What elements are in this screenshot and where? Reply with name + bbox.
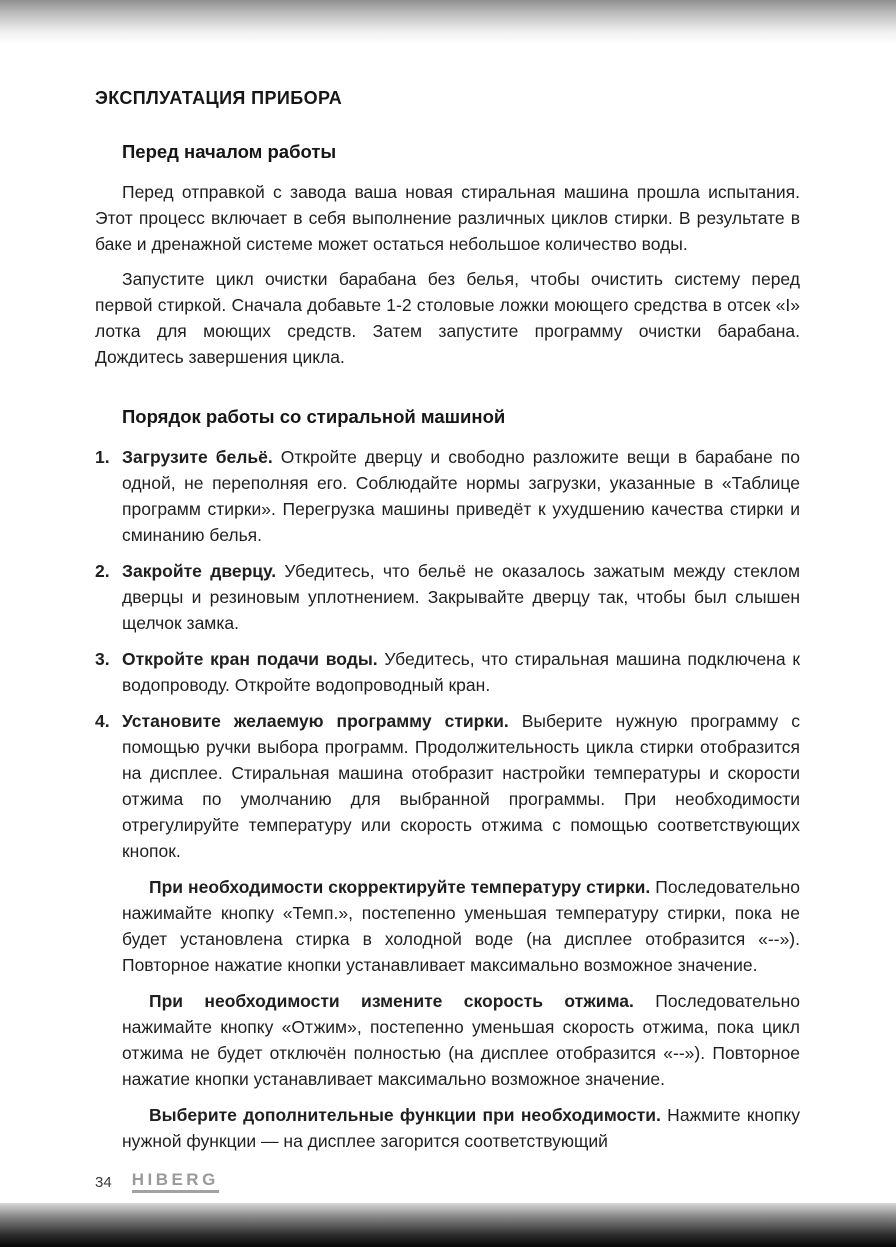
list-item-load-laundry	[95, 444, 800, 548]
paragraph-text: Запустите цикл очистки барабана без белья, чтобы очистить систему перед первой стиркой. Сначала добавьте 1-2 столовые ложки моющего средства в отсек «I» лотка для моющих средств. Затем запустите программу очистки барабана. Дождитесь завершения цикла.	[95, 269, 800, 367]
subparagraph-text: Последовательно нажимайте кнопку «Темп.», постепенно уменьшая температуру стирки, пока не будет установлена стирка в холодной воде (на дисплее отобразится «--»). Повторное нажатие кнопки устанавливает максимально возможное значение.	[122, 877, 800, 975]
list-item-close-door	[95, 558, 800, 636]
list-item-paragraph	[122, 708, 800, 864]
subparagraph-adjust-temperature	[122, 874, 800, 978]
list-item-set-program	[95, 708, 800, 864]
subparagraph-extra-functions	[122, 1102, 800, 1154]
subparagraph-lead: Выберите дополнительные функции при необходимости.	[149, 1105, 661, 1125]
page-number: 34	[95, 1173, 112, 1191]
subparagraph-change-spin-speed	[122, 988, 800, 1092]
list-item-paragraph	[122, 558, 800, 636]
list-item-text: Убедитесь, что стиральная машина подключена к водопроводу. Откройте водопроводный кран.	[122, 649, 800, 695]
list-item-number: 1.	[95, 447, 110, 467]
list-item-number: 3.	[95, 649, 110, 669]
list-item-lead: Закройте дверцу.	[122, 561, 277, 581]
numbered-list	[95, 444, 800, 864]
paragraph-text: Перед отправкой с завода ваша новая стиральная машина прошла испытания. Этот процесс включает в себя выполнение различных циклов стирки. В результате в баке и дренажной системе может остаться небольшое количество воды.	[95, 182, 800, 254]
list-item-paragraph	[122, 646, 800, 698]
paragraph-drum-clean-cycle	[95, 266, 800, 370]
list-item-text: Убедитесь, что бельё не оказалось зажатым между стеклом дверцы и резиновым уплотнением. Закрывайте дверцу так, чтобы был слышен щелчок замка.	[122, 561, 800, 633]
section-heading-before-start: Перед началом работы	[122, 141, 337, 162]
page-footer	[95, 1171, 219, 1193]
paragraph-factory-testing	[95, 179, 800, 257]
page-bottom-edge	[0, 1203, 896, 1247]
subparagraph-text: Нажмите кнопку нужной функции — на дисплее загорится соответствующий	[122, 1105, 800, 1151]
list-item-number: 4.	[95, 711, 110, 731]
list-item-text: Откройте дверцу и свободно разложите вещи в барабане по одной, не переполняя его. Соблюдайте нормы загрузки, указанные в «Таблице программ стирки». Перегрузка машины приведёт к ухудшению качества стирки и сминанию белья.	[122, 447, 800, 545]
subparagraph-lead: При необходимости скорректируйте температуру стирки.	[149, 877, 651, 897]
list-item-lead: Загрузите бельё.	[122, 447, 273, 467]
brand-logo: HIBERG	[132, 1171, 219, 1193]
list-item-number: 2.	[95, 561, 110, 581]
list-item-paragraph	[122, 444, 800, 548]
subparagraph-lead: При необходимости измените скорость отжима.	[149, 991, 634, 1011]
subparagraph-text: Последовательно нажимайте кнопку «Отжим», постепенно уменьшая скорость отжима, пока цикл отжима не будет отключён полностью (на дисплее отобразится «--»). Повторное нажатие кнопки устанавливает максимально возможное значение.	[122, 991, 801, 1089]
list-item-open-water-tap	[95, 646, 800, 698]
page-content	[95, 0, 800, 1164]
list-item-lead: Откройте кран подачи воды.	[122, 649, 378, 669]
list-item-text: Выберите нужную программу с помощью ручки выбора программ. Продолжительность цикла стирки отобразится на дисплее. Стиральная машина отобразит настройки температуры и скорости отжима по умолчанию для выбранной программы. При необходимости отрегулируйте температуру или скорость отжима с помощью соответствующих кнопок.	[122, 711, 800, 861]
list-item-lead: Установите желаемую программу стирки.	[122, 711, 509, 731]
page-title: ЭКСПЛУАТАЦИЯ ПРИБОРА	[95, 88, 343, 108]
section-heading-procedure: Порядок работы со стиральной машиной	[122, 406, 506, 427]
